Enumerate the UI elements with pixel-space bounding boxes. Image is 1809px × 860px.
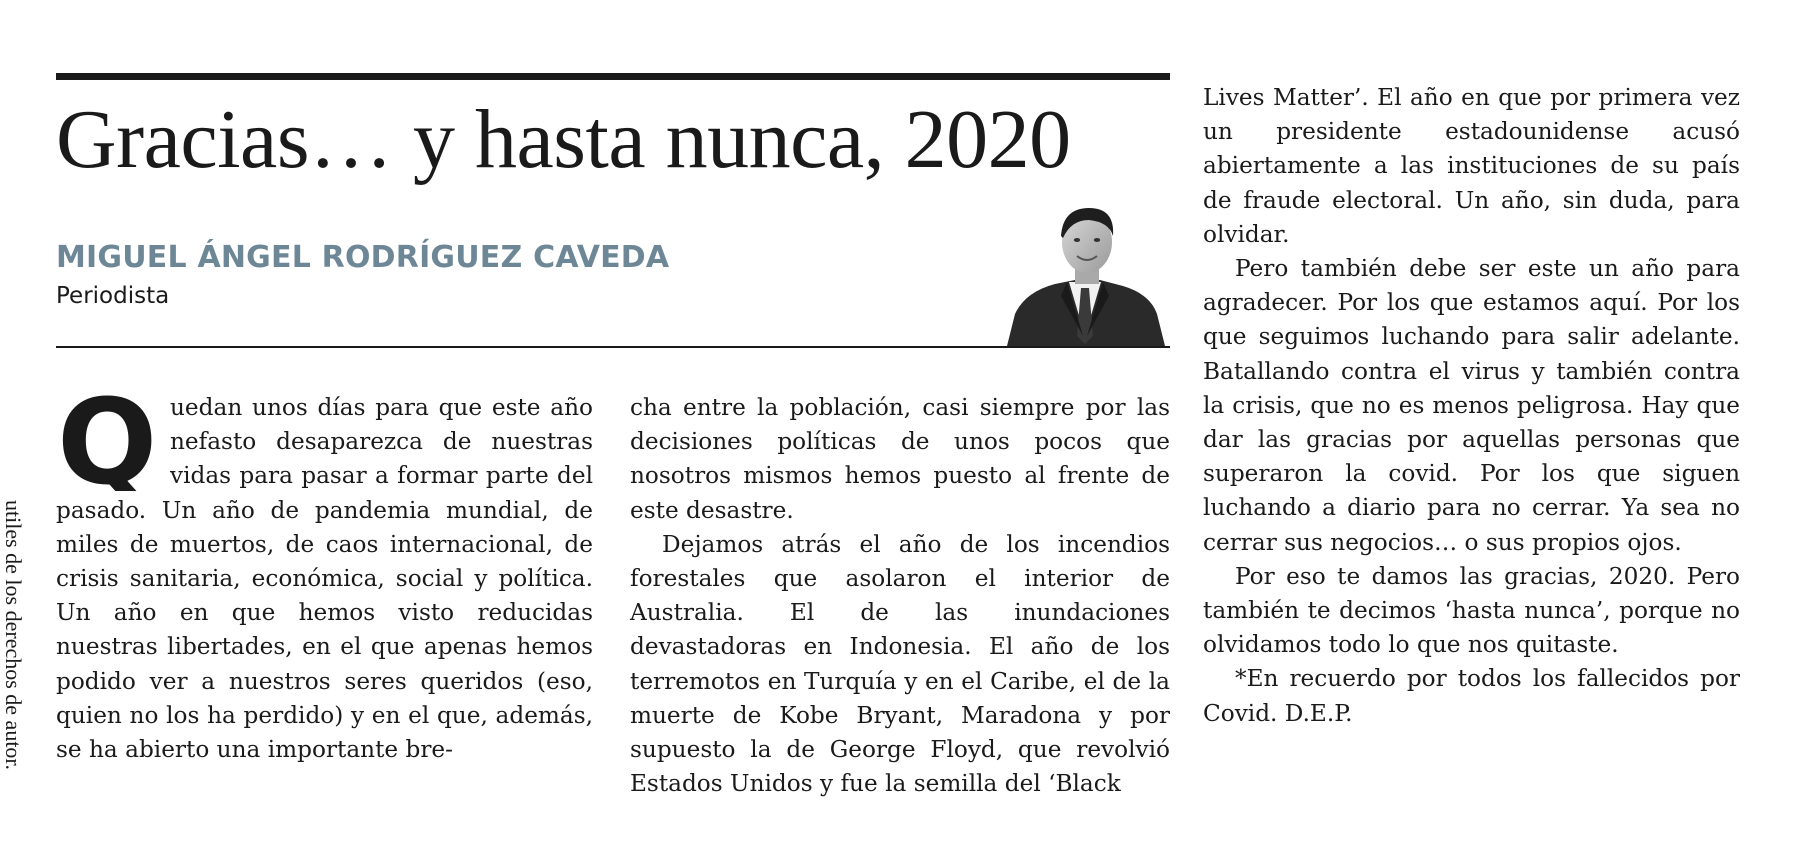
article-title: Gracias… y hasta nunca, 2020 xyxy=(56,93,1071,186)
column-2-paragraph-2: Dejamos atrás el año de los incendios forestales que asolaron el interior de Australia. El de las inundaciones devastadoras en Indonesia. El año de los terremotos en Turquía y en el Caribe, el de la muerte de Kobe Bryant, Maradona y por supuesto la de George Floyd, que revolvió Estados Unidos y fue la semilla del ‘Black xyxy=(630,530,1170,798)
dropcap-q-letter xyxy=(55,393,160,491)
column-3-paragraph-3: Por eso te damos las gracias, 2020. Pero también te decimos ‘hasta nunca’, porque no olvidamos todo lo que nos quitaste. xyxy=(1203,562,1740,659)
column-3-paragraph-4: *En recuerdo por todos los fallecidos por Covid. D.E.P. xyxy=(1203,665,1740,727)
dropcap-letter-text: Q xyxy=(57,393,158,491)
author-name: MIGUEL ÁNGEL RODRÍGUEZ CAVEDA xyxy=(56,240,670,275)
article-column-3 xyxy=(1203,81,1740,731)
column-3-paragraph-2: Pero también debe ser este un año para agradecer. Por los que estamos aquí. Por los que seguimos luchando para salir adelante. Batallando contra el virus y también contra la crisis, que no es menos peligrosa. Hay que dar las gracias por aquellas personas que superaron la covid. Por los que siguen luchando a diario para no cerrar. Ya sea no cerrar sus negocios… o sus propios ojos. xyxy=(1203,255,1740,556)
author-portrait-image xyxy=(1005,196,1168,346)
column-1-paragraph-1: uedan unos días para que este año nefasto desaparezca de nuestras vidas para pasar a formar parte del pasado. Un año de pandemia mundial, de miles de muertos, de caos internacional, de crisis sanitaria, económica, social y política. Un año en que hemos visto reducidas nuestras libertades, en el que apenas hemos podido ver a nuestros seres queridos (eso, quien no los ha perdido) y en el que, además, se ha abierto una importante bre- xyxy=(56,394,593,764)
column-3-paragraph-1: Lives Matter’. El año en que por primera vez un presidente estadounidense acusó abiertamente a las instituciones de su país de fraude electoral. Un año, sin duda, para olvidar. xyxy=(1203,84,1740,248)
author-photo xyxy=(1005,196,1168,346)
byline-bottom-rule xyxy=(56,346,1170,348)
article-column-1 xyxy=(56,391,593,767)
side-credit-text: utiles de los derechos de autor. xyxy=(1,500,26,771)
dropcap-glyph xyxy=(55,393,160,491)
headline-top-rule xyxy=(56,73,1170,80)
column-2-paragraph-1: cha entre la población, casi siempre por las decisiones políticas de unos pocos que nosotros mismos hemos puesto al frente de este desastre. xyxy=(630,394,1170,524)
author-role: Periodista xyxy=(56,283,170,309)
article-column-2 xyxy=(630,391,1170,801)
